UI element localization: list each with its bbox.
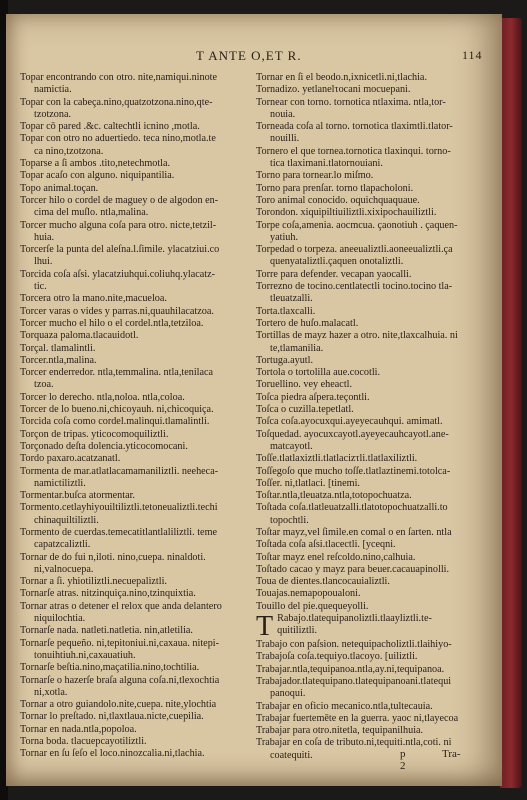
dictionary-line: Touajas.nemapopoualoni. [256,588,361,600]
dictionary-line: Toſtar mayz,vel ſimile.en comal o en ſarten. ntla [256,526,452,538]
dictionary-line: Torre para defender. vecapan yaocalli. [256,268,412,280]
dictionary-line: topochtli. [270,514,309,526]
dictionary-line: Torcer hilo o cordel de maguey o de algodon en- [20,194,219,206]
right-column-top [256,72,490,613]
signature-mark: p 2 [400,748,406,772]
dictionary-line: niquilochtia. [34,613,86,625]
dictionary-line: coatequiti. [270,749,313,761]
dictionary-line: chinaquiltiliztli. [34,514,99,526]
dictionary-line: ni,valnocuepa. [34,563,94,575]
dictionary-line: Torno para tornear.lo miſmo. [256,170,374,182]
dictionary-line: Torondon. xiquipiltiuiliztli.xixipochauiliztli. [256,207,437,219]
dictionary-line: Torcer varas o vides y parras.ni,quauhilacatzoa. [20,305,214,317]
dictionary-line: tzotzona. [34,108,72,120]
dictionary-line: Torquaza paloma.tlacauidotl. [20,330,139,342]
dictionary-line: Toſtar.ntla,tleuatza.ntla,totopochuatza. [256,490,412,502]
dictionary-line: Torcer lo derecho. ntla,noloa. ntla,coloa. [20,391,185,403]
dictionary-line: Torcera otro la mano.nite,macueloa. [20,293,167,305]
dictionary-line: Toſca o cuzilla.tepetlatl. [256,404,354,416]
dictionary-line: Torcida coſa como cordel.malinqui.tlamalintli. [20,416,210,428]
dictionary-line: Toſquedad. ayocuxcayotl.ayeyecauhcayotl.ane- [256,428,449,440]
dictionary-line: Tormentar.buſca atormentar. [20,490,135,502]
dictionary-line: Toſtar mayz enel reſcoldo.nino,calhuia. [256,551,416,563]
dictionary-line: Topar con otro no aduertiedo. teca nino,motla.te [20,133,216,145]
dictionary-line: Torçal. tlamalintli. [20,342,96,354]
dropcap-line: Rabajo.tlatequipanoliztli.tlaayliztli.te- [277,613,432,625]
dictionary-line: Torno para prenſar. torno tlapacholoni. [256,182,414,194]
dictionary-line: ca nino,tzotzona. [34,145,104,157]
dictionary-line: Tornear con torno. tornotica ntlaxima. ntla,tor- [256,96,446,108]
dictionary-line: Torcida coſa aſsi. ylacatziuhqui.coliuhq.ylacatz- [20,268,216,280]
dictionary-line: Toſtada coſa aſsi.tlacectli. [yceqni. [256,539,396,551]
dictionary-line: Torneada coſa al torno. tornotica tlaximtli.tlator- [256,121,453,133]
dictionary-line: panoqui. [270,688,306,700]
dictionary-line: Tornar de do fui n,iloti. nino,cuepa. ninaldoti. [20,551,206,563]
dictionary-line: Torçonado deſta dolencia.yticocomocani. [20,440,188,452]
dictionary-line: capatzcaliztli. [34,539,91,551]
dictionary-line: Topar cō pared .&c. caltechtli icnino ,motla. [20,121,200,133]
dictionary-line: Tornarſe nada. natleti.natletia. nin,atletilia. [20,625,193,637]
dictionary-line: Torcer mucho alguna coſa para otro. nicte,tetzil- [20,219,217,231]
dictionary-line: cima del muſlo. ntla,malina. [34,207,149,219]
dictionary-line: tica tlaximani.tlatornouiani. [270,158,383,170]
dictionary-line: Torpedad o torpeza. aneeualiztli.aoneeualiztli.ça [256,244,453,256]
dictionary-line: Torçon de tripas. yticocomoquiliztli. [20,428,169,440]
dictionary-line: Torcerſe la punta del aleſna.l.ſimile. ylacatziui.co [20,244,220,256]
dictionary-line: Torpe coſa,amenia. aocmcua. çaonotiuh . çaquen- [256,219,458,231]
dictionary-line: Toſca piedra aſpera.teçontli. [256,391,370,403]
dictionary-line: Toparse a ſi ambos .tito,netechmotla. [20,158,171,170]
dictionary-line: Topar acaſo con alguno. niquipantilia. [20,170,175,182]
dictionary-line: te,tlamanilia. [270,342,324,354]
dictionary-line: Tornarſe o hazerſe braſa alguna coſa.ni,tlexochtia [20,674,220,686]
dictionary-line: Tornarſe pequeño. ni,tepitoniui.ni,caxaua. nitepi- [20,637,220,649]
dictionary-line: Tornero el que tornea.tornotica tlaxinqui. torno- [256,145,451,157]
dictionary-line: ni,xotla. [34,686,68,698]
dictionary-line: Trabajar fuertemēte en la guerra. yaoc ni,tlayecoa [256,712,459,724]
catchword: Tra- [442,748,461,760]
dictionary-line: Toro animal conocido. oquichquaquaue. [256,194,420,206]
dictionary-line: Toſca coſa.ayocuxqui.ayeyecauhqui. amimatl. [256,416,443,428]
dictionary-line: Toſſegoſo que mucho toſſe.tlatlaztinemi.totolca- [256,465,451,477]
dictionary-line: Touillo del pie.quequeyolli. [256,600,369,612]
left-column [20,72,254,761]
right-column [256,72,490,762]
dictionary-line: Tormento.cetlayhiyouiltiliztli.tetoneualiztli.techi [20,502,218,514]
dictionary-line: Tornarſe beſtia.nino,maçatilia.nino,tochtilia. [20,662,200,674]
dictionary-line: Torcer.ntla,malina. [20,354,97,366]
dictionary-line: Trabajar en oficio mecanico.ntla,tultecauia. [256,700,433,712]
dictionary-line: Tormenta de mar.atlatlacamamaniliztli. neeheca- [20,465,219,477]
dictionary-line: Trabajador.tlatequipano.tlatequipanoani.tlatequi [256,675,452,687]
dictionary-line: Toſſe.tlatlaxiztli.tlatlacizτli.tlatlaxiliztli. [256,453,418,465]
dictionary-line: Toſſer. ni,tlatlaci. [tinemi. [256,477,360,489]
dictionary-line: Topar con la cabeça.nino,quatzotzona.nino,qte- [20,96,213,108]
dictionary-line: quenyataliztli.çaquen onotaliztli. [270,256,404,268]
dropcap-line: quitiliztli. [277,625,318,637]
dictionary-line: Topo animal.toçan. [20,182,99,194]
dictionary-line: Trabajo con paſsion. netequipacholiztli.tlaihiyo- [256,639,452,651]
dictionary-line: tic. [34,281,47,293]
dictionary-line: Torcer enderredor. ntla,temmalina. ntla,tenilaca [20,367,214,379]
dictionary-line: Tordo paxaro.acatzanatl. [20,453,121,465]
dictionary-line: Torta.tlaxcalli. [256,305,316,317]
dictionary-line: Tornar lo preſtado. ni,tlaxtlaua.nicte,cuepilia. [20,711,204,723]
dictionary-line: nouia. [270,108,296,120]
dictionary-line: Torna boda. tlacuepcayotiliztli. [20,736,147,748]
dictionary-line: Tortero de huſo.malacatl. [256,317,359,329]
dictionary-line: Torrezno de tocino.centlatectli tocino.tocino tla- [256,281,453,293]
dictionary-line: Trabajar.ntla,tequipanoa.ntla,ay.ni,tequipanoa. [256,663,445,675]
dictionary-line: Topar encontrando con otro. nite,namiqui.ninote [20,72,218,83]
dictionary-line: Tortillas de mayz hazer a otro. nite,tlaxcalhuia. ni [256,330,458,342]
dictionary-line: Tornar en ſu ſeſo el loco.ninozcalia.ni,tlachia. [20,748,205,760]
dictionary-line: Tormento de cuerdas.temecatitlantlaliliztli. teme [20,526,218,538]
dictionary-line: Toua de dientes.tlancocauializtli. [256,576,390,588]
book-edge [500,18,522,788]
page-header [6,42,496,62]
right-column-bottom [256,639,490,762]
folio-number: 114 [462,48,483,62]
dictionary-line: Tornar en ſi el beodo.n,ixnicetli.ni,tlachia. [256,72,428,83]
dictionary-line: Toſtada coſa.tlatleuatzalli.tlatotopochuatzalli.to [256,502,448,514]
dictionary-line: namictia. [34,84,72,96]
book-page [6,14,502,786]
dictionary-line: tonuihtiuh.ni,caxauatiuh. [34,649,136,661]
dictionary-line: huia. [34,231,55,243]
dictionary-line: lhui. [34,256,53,268]
dictionary-line: Tornar a otro guiandolo.nite,cuepa. nite,ylochtia [20,699,217,711]
dictionary-line: Trabajar en coſa de tributo.ni,tequiti.ntla,coti. ni [256,737,452,749]
dictionary-line: Toruellino. vey eheactl. [256,379,353,391]
dictionary-line: Toſtado cacao y mayz para beuer.cacauapinolli. [256,563,450,575]
dictionary-line: Tornadizo. yetlanelτocani mocuepani. [256,84,411,96]
dictionary-line: Torcer de lo bueno.ni,chicoyauh. ni,chicoquiça. [20,404,214,416]
dictionary-line: Torcer mucho el hilo o el cordel.ntla,tetziloa. [20,317,204,329]
dictionary-line: yatiuh. [270,231,299,243]
dictionary-line: Trabajoſa coſa.tequiyo.tlacoyo. [uiliztli. [256,651,418,663]
dictionary-line: Tornar a ſi. yhiotiliztli.necuepaliztli. [20,576,167,588]
dictionary-line: tzoa. [34,379,54,391]
dropcap-letter: T [256,611,274,643]
dictionary-line: Tornar en nada.ntla,popoloa. [20,723,137,735]
dictionary-line: Tornar atras o detener el relox que anda delantero [20,600,222,612]
dictionary-line: Tortuga.ayutl. [256,354,314,366]
dictionary-line: Tortola o tortolilla aue.cocotli. [256,367,381,379]
dictionary-line: matcayotl. [270,440,313,452]
dictionary-line: Tornarſe atras. nitzinquiça.nino,tzinquixtia. [20,588,196,600]
running-head: T ANTE O,ET R. [196,48,302,63]
dropcap-entry [256,611,490,643]
dictionary-line: namictiliztli. [34,477,86,489]
dictionary-line: nouilli. [270,133,300,145]
dictionary-line: tleuatzalli. [270,293,313,305]
dictionary-line: Trabajar para otro.nitetla, tequipanilhuia. [256,725,424,737]
